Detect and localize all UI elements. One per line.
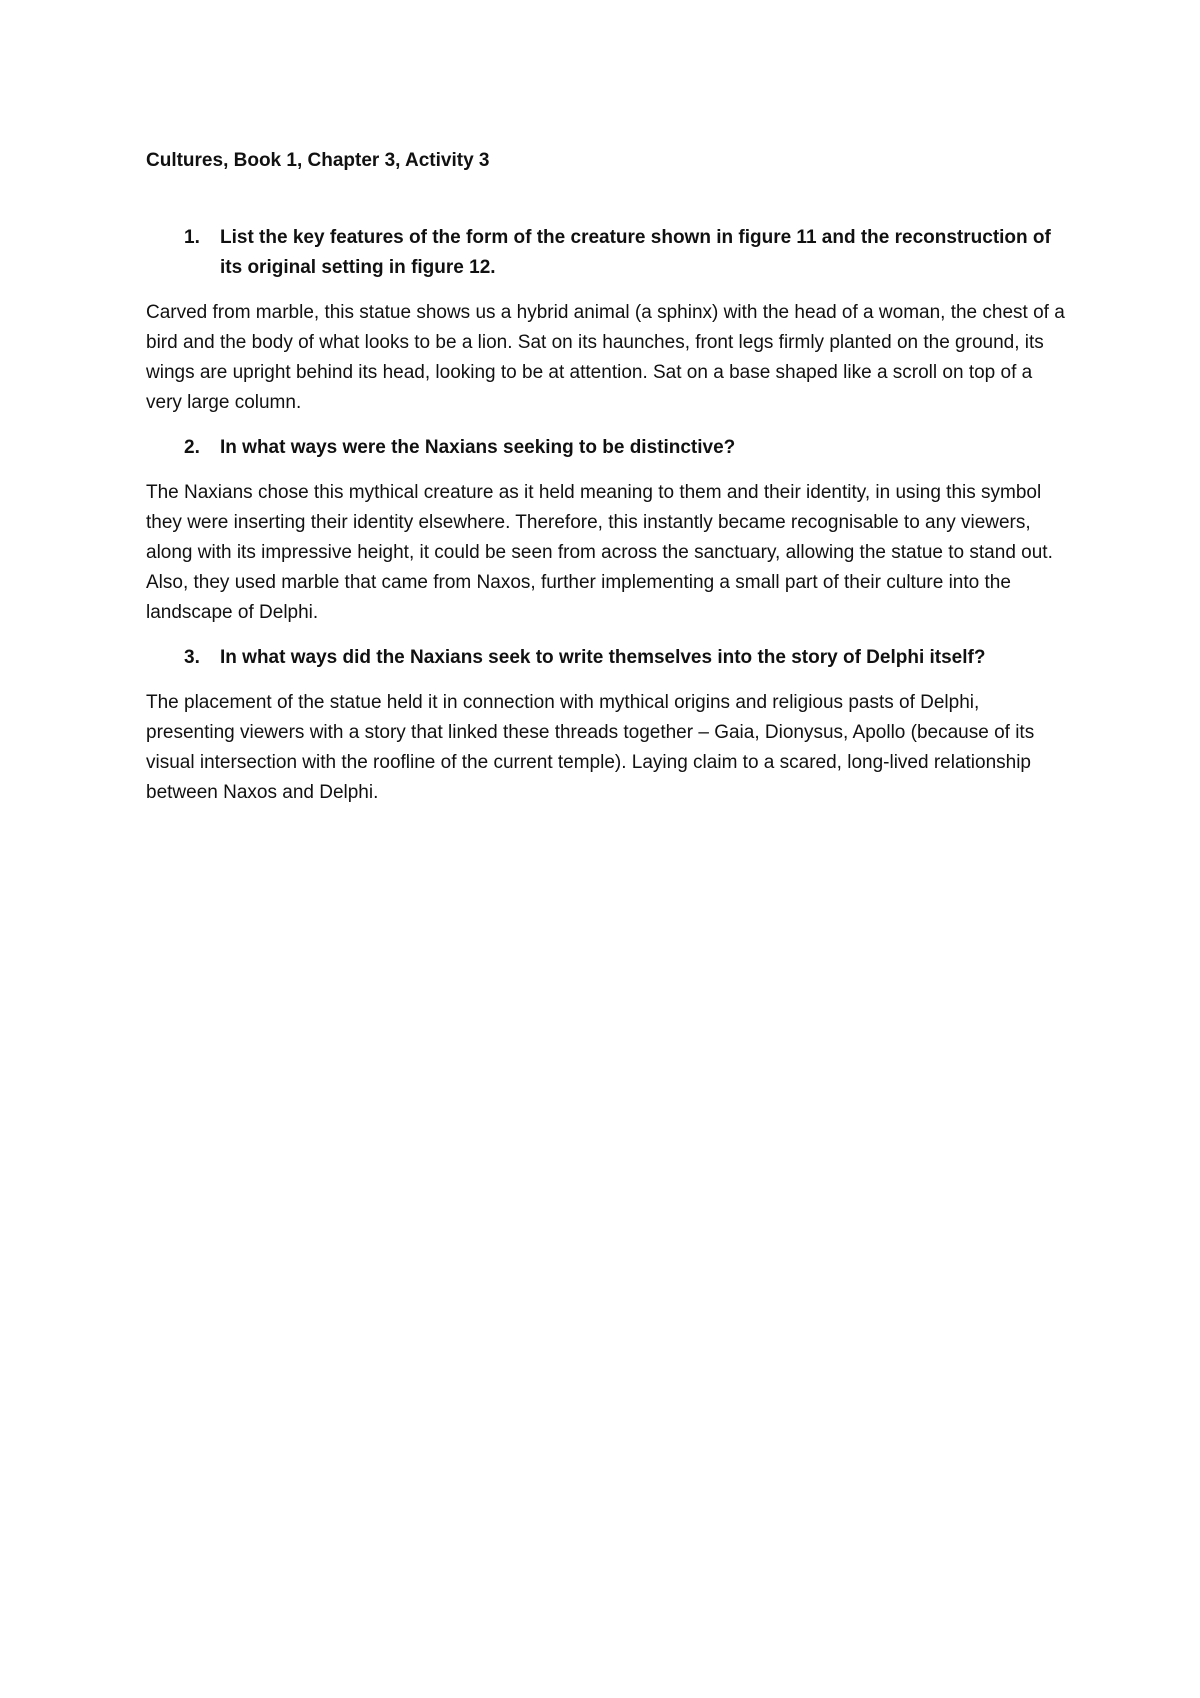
question-3 (146, 643, 1066, 673)
question-number: 3. (184, 647, 200, 668)
document-body (146, 146, 1066, 823)
question-2 (146, 433, 1066, 463)
question-text: In what ways did the Naxians seek to write themselves into the story of Delphi itself? (220, 647, 986, 668)
question-text: In what ways were the Naxians seeking to be distinctive? (220, 437, 736, 458)
document-title: Cultures, Book 1, Chapter 3, Activity 3 (146, 150, 490, 171)
answer-1: Carved from marble, this statue shows us a hybrid animal (a sphinx) with the head of a woman, the chest of a bird and the body of what looks to be a lion. Sat on its haunches, front legs firmly planted on the ground, its wings are upright behind its head, looking to be at attention. Sat on a base shaped like a scroll on top of a very large column. (146, 302, 1065, 413)
question-1 (146, 223, 1066, 283)
question-text: List the key features of the form of the creature shown in figure 11 and the reconstruction of its original setting in figure 12. (220, 227, 1051, 278)
answer-3: The placement of the statue held it in connection with mythical origins and religious pasts of Delphi, presenting viewers with a story that linked these threads together – Gaia, Dionysus, Apollo (because of its visual intersection with the roofline of the current temple). Laying claim to a scared, long-lived relationship between Naxos and Delphi. (146, 692, 1035, 803)
answer-2: The Naxians chose this mythical creature as it held meaning to them and their identity, in using this symbol they were inserting their identity elsewhere. Therefore, this instantly became recognisable to any viewers, along with its impressive height, it could be seen from across the sanctuary, allowing the statue to stand out. Also, they used marble that came from Naxos, further implementing a small part of their culture into the landscape of Delphi. (146, 482, 1053, 623)
question-number: 2. (184, 437, 200, 458)
question-number: 1. (184, 227, 200, 248)
